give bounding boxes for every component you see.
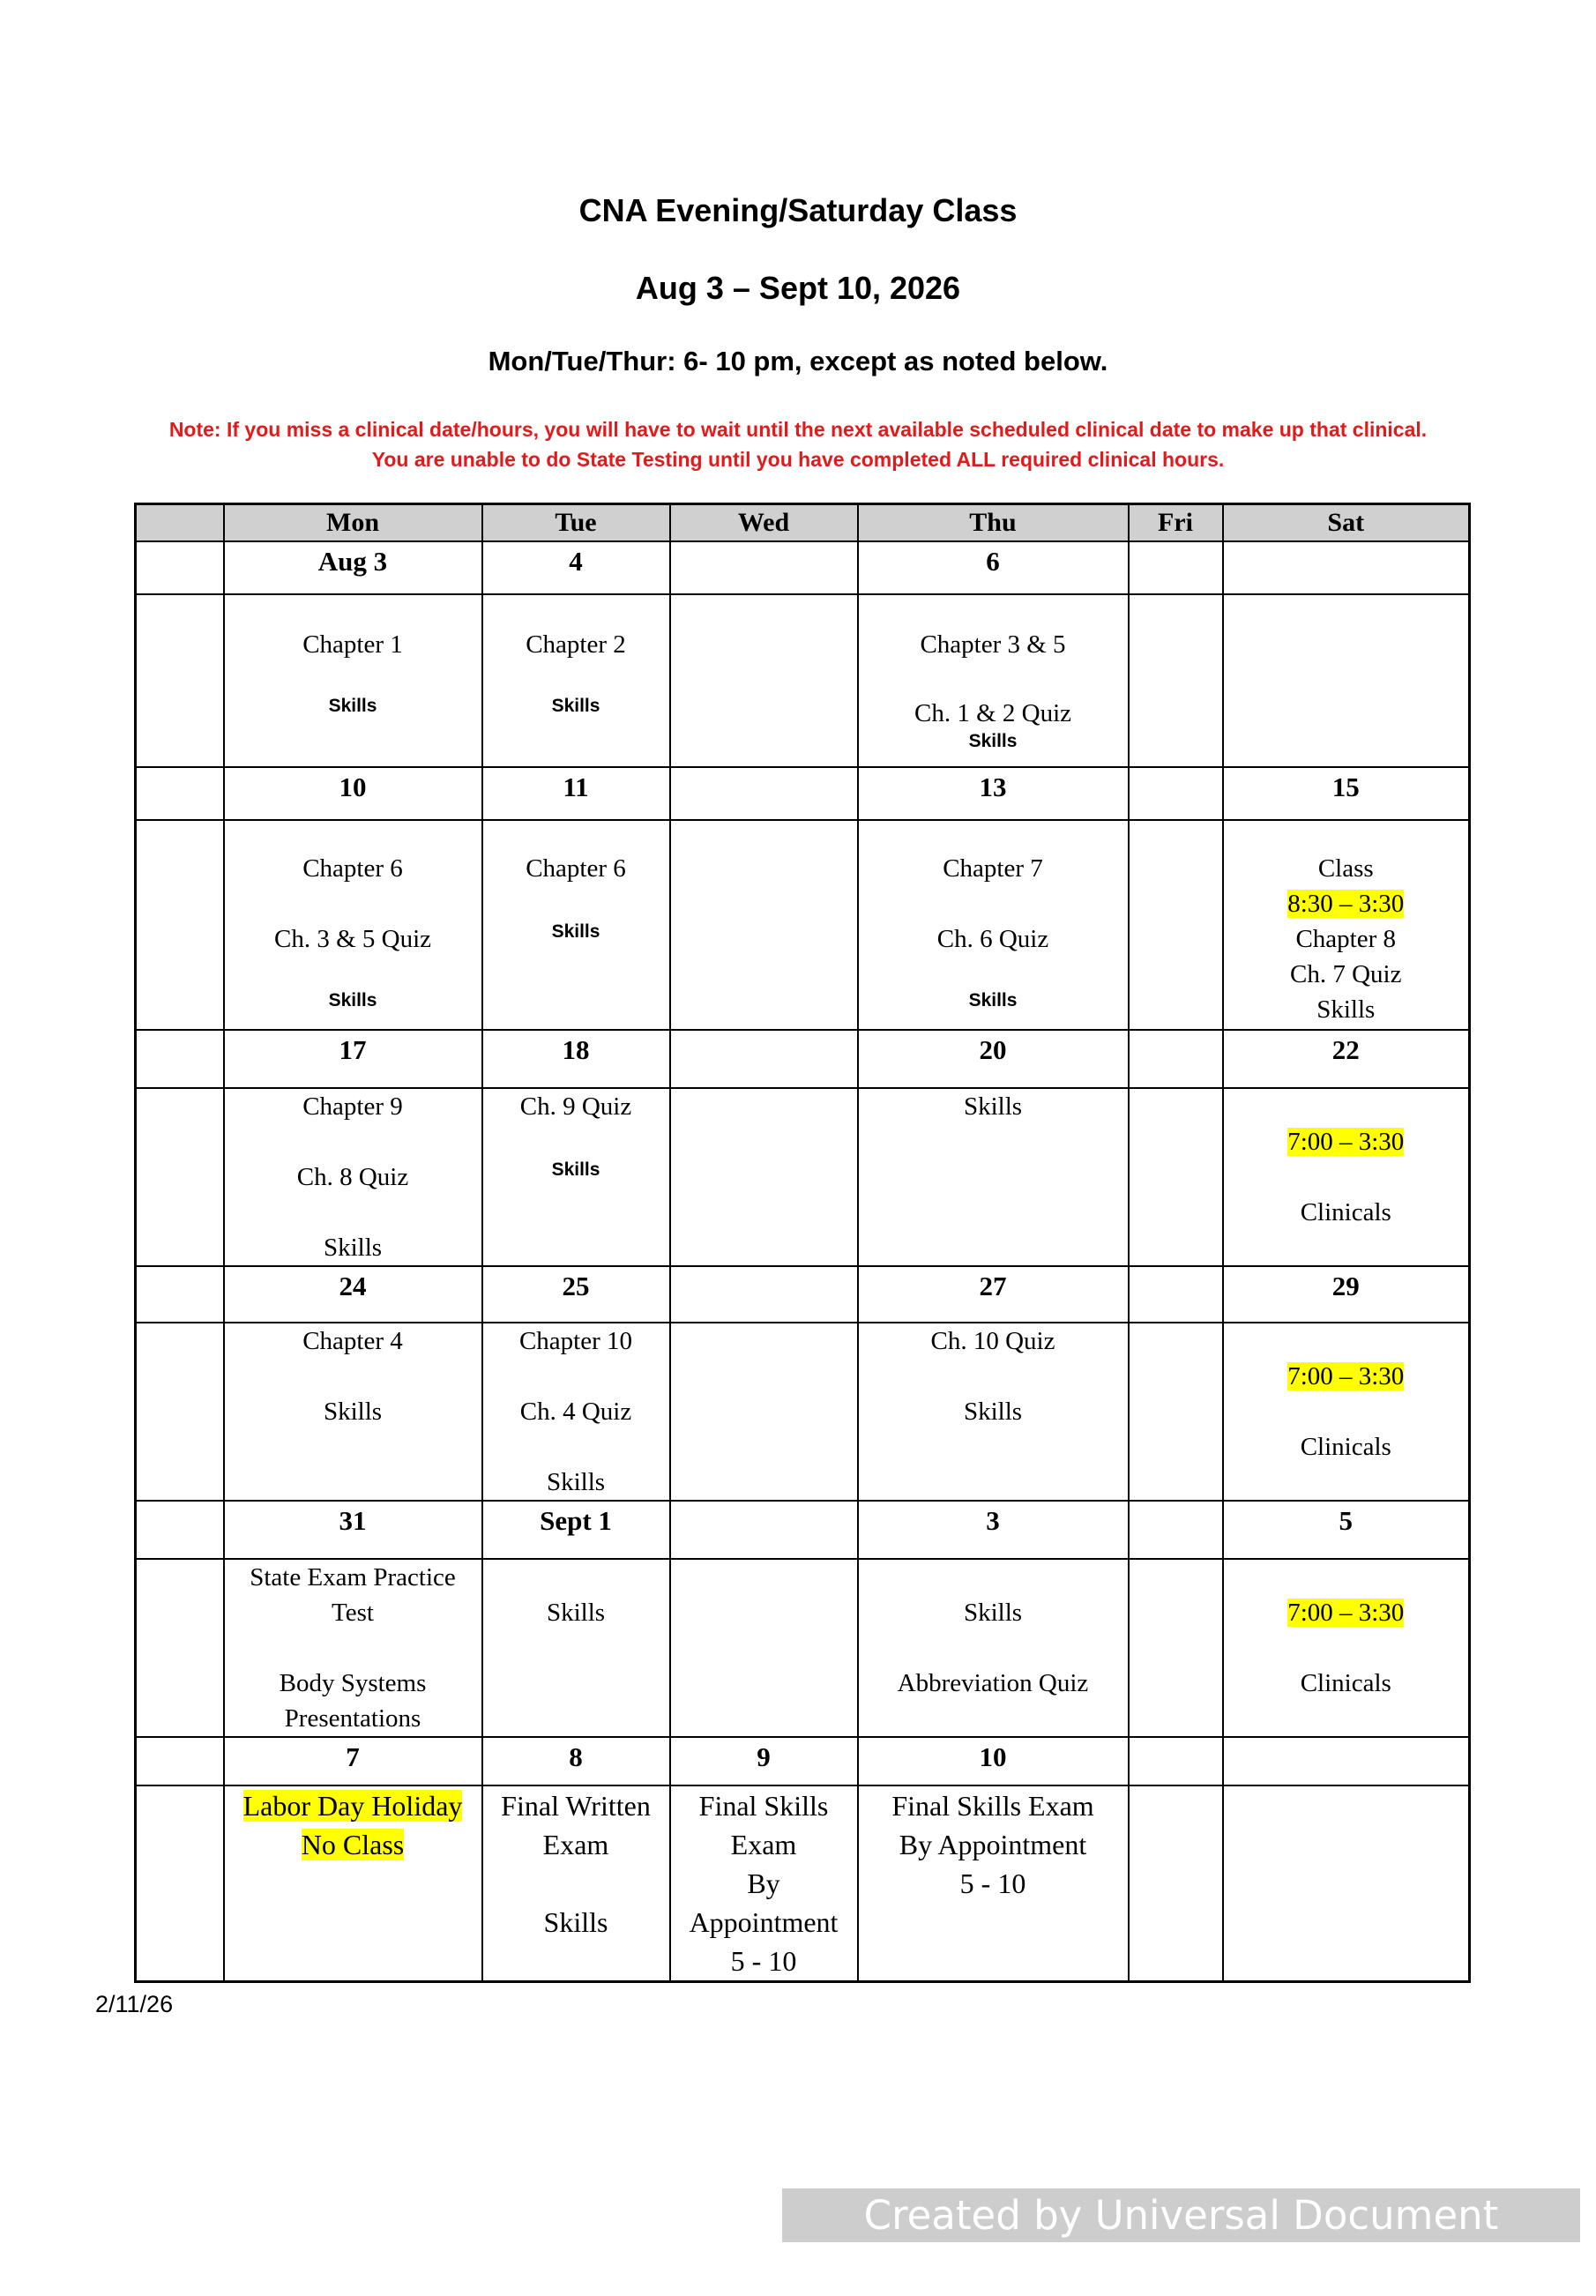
date-cell-mon <box>224 1266 482 1323</box>
activity-line: Clinicals <box>1300 1198 1391 1226</box>
date-cell-mon <box>224 767 482 820</box>
activity-line: Skills <box>543 1906 608 1938</box>
activity-line: 7:00 – 3:30 <box>1287 1599 1405 1627</box>
activity-line: Ch. 8 Quiz <box>296 1163 409 1191</box>
date-cell-fri <box>1129 1737 1223 1785</box>
date-label: 24 <box>339 1271 367 1301</box>
date-label: 13 <box>979 772 1007 802</box>
date-label: 29 <box>1331 1271 1360 1301</box>
activity-line: Skills <box>968 990 1018 1010</box>
activity-cell-mon <box>224 1559 482 1737</box>
activity-row <box>136 1323 1470 1501</box>
activity-line: By Appointment <box>899 1829 1087 1860</box>
date-label: 7 <box>346 1741 360 1772</box>
date-cell-tue <box>482 541 670 594</box>
activity-cell-wed <box>670 820 858 1030</box>
date-cell-thu <box>858 541 1129 594</box>
activity-line: Body Systems <box>279 1669 427 1697</box>
activity-line: Final Written <box>501 1790 651 1822</box>
date-cell-tue <box>482 767 670 820</box>
col-header-mon: Mon <box>224 504 482 542</box>
activity-line: Skills <box>328 696 377 716</box>
date-cell-fri <box>1129 1501 1223 1559</box>
activity-line: Ch. 10 Quiz <box>930 1327 1055 1355</box>
date-cell-sat <box>1223 1030 1470 1088</box>
date-label: 4 <box>569 546 583 577</box>
activity-cell-thu <box>858 1559 1129 1737</box>
date-cell-tue <box>482 1501 670 1559</box>
activity-line: Clinicals <box>1300 1669 1391 1697</box>
date-row <box>136 1030 1470 1088</box>
activity-cell-fri <box>1129 1559 1223 1737</box>
activity-cell-wed <box>670 1323 858 1501</box>
clinical-note-line-2: You are unable to do State Testing until you have completed ALL required clinical hours. <box>371 448 1225 471</box>
activity-line: By <box>747 1867 780 1899</box>
activity-line: Exam <box>542 1829 609 1860</box>
activity-cell-thu <box>858 1323 1129 1501</box>
activity-line: 7:00 – 3:30 <box>1287 1362 1405 1390</box>
activity-row <box>136 1559 1470 1737</box>
activity-cell-fri <box>1129 820 1223 1030</box>
activity-line: Chapter 6 <box>302 854 403 883</box>
activity-cell-mon <box>224 820 482 1030</box>
activity-line: Chapter 3 & 5 <box>920 630 1066 659</box>
date-cell-mon <box>224 1501 482 1559</box>
date-cell-mon <box>224 541 482 594</box>
date-cell-sat <box>1223 767 1470 820</box>
date-label: 18 <box>562 1034 590 1065</box>
activity-cell-mon <box>224 1785 482 1982</box>
activity-cell-thu <box>858 594 1129 767</box>
activity-line: Ch. 1 & 2 Quiz <box>914 699 1072 727</box>
col-header-wed: Wed <box>670 504 858 542</box>
activity-cell-mon <box>224 1323 482 1501</box>
activity-line: Final Skills Exam <box>891 1790 1094 1822</box>
gutter-header <box>136 504 224 542</box>
activity-cell-tue <box>482 1323 670 1501</box>
col-header-thu: Thu <box>858 504 1129 542</box>
date-label: 5 <box>1339 1505 1353 1536</box>
schedule-table <box>134 503 1471 1983</box>
date-cell-fri <box>1129 541 1223 594</box>
activity-line: Skills <box>323 1398 383 1426</box>
activity-row <box>136 1785 1470 1982</box>
activity-line: 8:30 – 3:30 <box>1287 890 1405 918</box>
activity-line: Chapter 4 <box>302 1327 403 1355</box>
activity-line: Exam <box>730 1829 797 1860</box>
date-row <box>136 1737 1470 1785</box>
gutter-cell <box>136 1030 224 1088</box>
activity-line: 7:00 – 3:30 <box>1287 1128 1405 1156</box>
day-header-row <box>136 504 1470 542</box>
activity-line: Skills <box>963 1599 1023 1627</box>
date-cell-wed <box>670 541 858 594</box>
date-cell-thu <box>858 1030 1129 1088</box>
date-label: 31 <box>339 1505 367 1536</box>
activity-line: 5 - 10 <box>730 1945 797 1977</box>
date-cell-fri <box>1129 1266 1223 1323</box>
class-hours: Mon/Tue/Thur: 6- 10 pm, except as noted below. <box>488 346 1108 376</box>
gutter-cell <box>136 594 224 767</box>
date-cell-sat <box>1223 1737 1470 1785</box>
date-label: 3 <box>986 1505 1000 1536</box>
date-cell-sat <box>1223 541 1470 594</box>
gutter-cell <box>136 1266 224 1323</box>
activity-line: State Exam Practice <box>250 1563 456 1592</box>
date-cell-wed <box>670 1501 858 1559</box>
activity-cell-tue <box>482 1559 670 1737</box>
date-label: 8 <box>569 1741 583 1772</box>
date-cell-fri <box>1129 1030 1223 1088</box>
activity-line: Skills <box>968 731 1018 751</box>
activity-line: Skills <box>551 921 600 942</box>
page-title: CNA Evening/Saturday Class <box>578 192 1018 228</box>
activity-cell-fri <box>1129 1088 1223 1266</box>
activity-row <box>136 820 1470 1030</box>
activity-cell-mon <box>224 594 482 767</box>
date-cell-tue <box>482 1266 670 1323</box>
date-label: 25 <box>562 1271 590 1301</box>
activity-cell-sat <box>1223 1559 1470 1737</box>
date-row <box>136 1266 1470 1323</box>
activity-cell-tue <box>482 1088 670 1266</box>
date-label: 22 <box>1331 1034 1360 1065</box>
date-cell-mon <box>224 1030 482 1088</box>
activity-line: No Class <box>301 1829 405 1860</box>
activity-cell-mon <box>224 1088 482 1266</box>
date-cell-thu <box>858 1501 1129 1559</box>
date-label: 6 <box>986 546 1000 577</box>
date-cell-sat <box>1223 1501 1470 1559</box>
activity-line: Chapter 7 <box>943 854 1043 883</box>
gutter-cell <box>136 1088 224 1266</box>
activity-cell-sat <box>1223 1088 1470 1266</box>
activity-cell-thu <box>858 1785 1129 1982</box>
activity-line: Chapter 8 <box>1295 925 1397 953</box>
date-cell-wed <box>670 1266 858 1323</box>
date-label: 27 <box>979 1271 1007 1301</box>
date-label: 10 <box>979 1741 1007 1772</box>
activity-line: Presentations <box>284 1704 421 1733</box>
date-cell-sat <box>1223 1266 1470 1323</box>
activity-line: Class <box>1317 854 1374 883</box>
date-cell-mon <box>224 1737 482 1785</box>
activity-line: Chapter 1 <box>302 630 403 659</box>
course-dates: Aug 3 – Sept 10, 2026 <box>635 270 961 306</box>
activity-line: Skills <box>323 1234 383 1262</box>
date-label: Aug 3 <box>317 546 388 577</box>
activity-line: Ch. 3 & 5 Quiz <box>273 925 432 953</box>
gutter-cell <box>136 1737 224 1785</box>
activity-line: Skills <box>328 990 377 1010</box>
date-label: 17 <box>339 1034 367 1065</box>
activity-line: 5 - 10 <box>959 1867 1026 1899</box>
activity-line: Chapter 9 <box>302 1092 403 1121</box>
activity-line: Clinicals <box>1300 1433 1391 1461</box>
gutter-cell <box>136 541 224 594</box>
gutter-cell <box>136 767 224 820</box>
gutter-cell <box>136 1501 224 1559</box>
activity-line: Skills <box>546 1599 606 1627</box>
date-cell-thu <box>858 767 1129 820</box>
date-label: 15 <box>1331 772 1360 802</box>
col-header-tue: Tue <box>482 504 670 542</box>
activity-cell-wed <box>670 1088 858 1266</box>
activity-line: Test <box>332 1599 374 1627</box>
date-label: 20 <box>979 1034 1007 1065</box>
activity-line: Ch. 6 Quiz <box>936 925 1049 953</box>
date-row <box>136 767 1470 820</box>
activity-line: Skills <box>546 1468 606 1496</box>
activity-row <box>136 594 1470 767</box>
activity-cell-tue <box>482 1785 670 1982</box>
activity-line: Chapter 6 <box>526 854 626 883</box>
col-header-fri: Fri <box>1129 504 1223 542</box>
activity-cell-tue <box>482 820 670 1030</box>
activity-cell-tue <box>482 594 670 767</box>
date-cell-tue <box>482 1030 670 1088</box>
date-cell-thu <box>858 1266 1129 1323</box>
date-cell-thu <box>858 1737 1129 1785</box>
activity-cell-sat <box>1223 1785 1470 1982</box>
date-row <box>136 1501 1470 1559</box>
activity-cell-fri <box>1129 1785 1223 1982</box>
activity-line: Final Skills <box>698 1790 829 1822</box>
activity-line: Skills <box>551 696 600 716</box>
activity-line: Chapter 2 <box>526 630 626 659</box>
activity-line: Chapter 10 <box>518 1327 633 1355</box>
activity-line: Appointment <box>689 1906 839 1938</box>
date-label: 11 <box>563 772 589 802</box>
date-row <box>136 541 1470 594</box>
activity-line: Ch. 9 Quiz <box>519 1092 632 1121</box>
activity-cell-thu <box>858 1088 1129 1266</box>
activity-row <box>136 1088 1470 1266</box>
activity-line: Labor Day Holiday <box>242 1790 463 1822</box>
date-cell-wed <box>670 767 858 820</box>
revision-date: 2/11/26 <box>95 1991 174 2017</box>
activity-cell-wed <box>670 1785 858 1982</box>
activity-cell-sat <box>1223 820 1470 1030</box>
activity-line: Skills <box>963 1398 1023 1426</box>
date-cell-fri <box>1129 767 1223 820</box>
date-label: 10 <box>339 772 367 802</box>
col-header-sat: Sat <box>1223 504 1470 542</box>
activity-line: Ch. 4 Quiz <box>519 1398 632 1426</box>
activity-cell-fri <box>1129 1323 1223 1501</box>
date-cell-wed <box>670 1030 858 1088</box>
clinical-note-line-1: Note: If you miss a clinical date/hours, you will have to wait until the next available scheduled clinical date to make up that clinical. <box>168 418 1428 441</box>
gutter-cell <box>136 1323 224 1501</box>
date-label: 9 <box>757 1741 771 1772</box>
date-cell-wed <box>670 1737 858 1785</box>
gutter-cell <box>136 1559 224 1737</box>
activity-cell-sat <box>1223 1323 1470 1501</box>
date-cell-tue <box>482 1737 670 1785</box>
activity-cell-wed <box>670 1559 858 1737</box>
gutter-cell <box>136 1785 224 1982</box>
activity-line: Skills <box>963 1092 1023 1121</box>
converter-watermark: Created by Universal Document Converter <box>782 2188 1580 2242</box>
activity-cell-thu <box>858 820 1129 1030</box>
activity-line: Skills <box>551 1159 600 1180</box>
activity-line: Ch. 7 Quiz <box>1290 960 1402 988</box>
activity-line: Abbreviation Quiz <box>897 1669 1089 1697</box>
activity-line: Skills <box>1316 995 1376 1024</box>
gutter-cell <box>136 820 224 1030</box>
date-label: Sept 1 <box>540 1505 612 1536</box>
activity-cell-fri <box>1129 594 1223 767</box>
activity-cell-wed <box>670 594 858 767</box>
activity-cell-sat <box>1223 594 1470 767</box>
